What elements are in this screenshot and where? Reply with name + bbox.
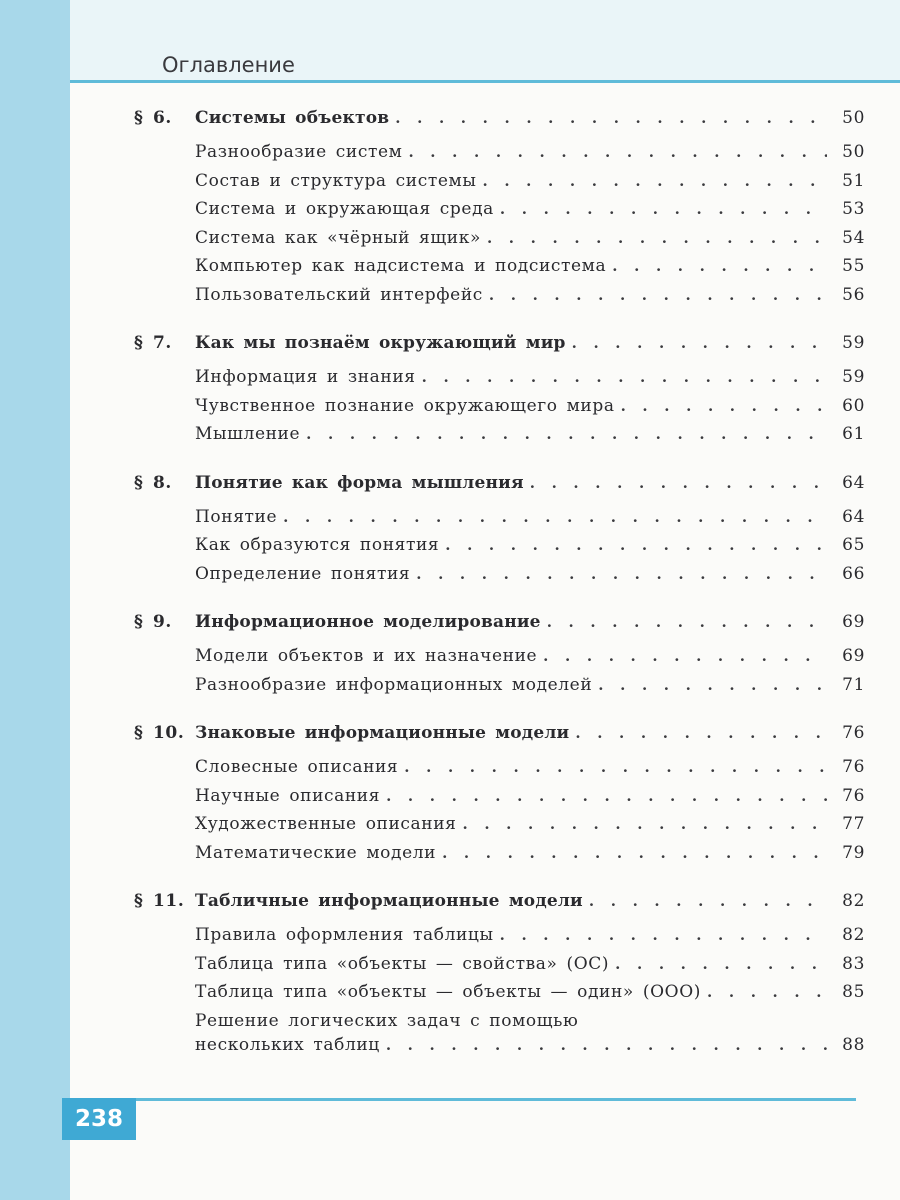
toc-entry[interactable]	[130, 228, 865, 257]
dot-leader	[386, 1036, 827, 1054]
toc-section	[130, 723, 865, 871]
section-number: § 6.	[134, 108, 172, 128]
section-title: Системы объектов	[195, 108, 390, 128]
dot-leader	[422, 368, 827, 386]
page-ref: 85	[842, 982, 865, 1002]
toc-section	[130, 612, 865, 703]
page-ref: 83	[842, 953, 865, 974]
page-ref: 71	[842, 674, 865, 695]
entry-title: Мышление	[195, 424, 301, 444]
page-ref: 82	[842, 925, 865, 945]
toc-entry[interactable]	[130, 757, 865, 786]
toc-entry[interactable]	[130, 646, 865, 675]
page-ref: 50	[842, 142, 865, 162]
entry-title: Разнообразие информационных моделей	[195, 674, 593, 695]
entry-title: нескольких таблиц	[195, 1034, 380, 1055]
entry-title: Научные описания	[195, 785, 381, 806]
entry-title: Правила оформления таблицы	[195, 925, 494, 945]
toc-entry[interactable]	[130, 814, 865, 843]
dot-leader	[500, 926, 827, 944]
dot-leader	[442, 844, 827, 862]
entry-title: Словесные описания	[195, 757, 399, 777]
dot-leader	[500, 200, 827, 218]
page-ref: 64	[842, 506, 865, 527]
dot-leader	[615, 955, 827, 973]
dot-leader	[445, 536, 827, 554]
entry-title: Модели объектов и их назначение	[195, 646, 538, 666]
toc-entry[interactable]	[130, 199, 865, 228]
dot-leader	[530, 474, 827, 492]
toc-entry[interactable]	[130, 843, 865, 872]
table-of-contents	[130, 108, 865, 1082]
entry-title: Как образуются понятия	[195, 535, 440, 555]
entry-title: Информация и знания	[195, 367, 416, 387]
toc-entry[interactable]	[130, 396, 865, 425]
entry-title: Пользовательский интерфейс	[195, 284, 483, 305]
page-ref: 88	[842, 1034, 865, 1055]
header-rule	[70, 80, 900, 83]
page-ref: 64	[842, 472, 865, 493]
page-ref: 54	[842, 227, 865, 248]
toc-section-heading[interactable]	[130, 108, 865, 142]
dot-leader	[575, 724, 827, 742]
entry-title-line1: Решение логических задач с помощью	[195, 1010, 579, 1031]
toc-section-heading[interactable]	[130, 723, 865, 757]
dot-leader	[487, 229, 827, 247]
entry-title: Компьютер как надсистема и подсистема	[195, 256, 607, 276]
toc-section	[130, 333, 865, 453]
entry-title: Чувственное познание окружающего мира	[195, 395, 615, 416]
dot-leader	[621, 397, 827, 415]
dot-leader	[589, 892, 827, 910]
section-title: Информационное моделирование	[195, 612, 541, 632]
section-title: Понятие как форма мышления	[195, 472, 524, 493]
section-number: § 8.	[134, 472, 172, 493]
section-title: Как мы познаём окружающий мир	[195, 333, 566, 353]
section-title: Табличные информационные модели	[195, 891, 583, 911]
toc-entry[interactable]	[130, 256, 865, 285]
dot-leader	[543, 647, 827, 665]
page-ref: 69	[842, 646, 865, 666]
left-color-band	[0, 0, 70, 1200]
entry-title: Понятие	[195, 506, 278, 527]
page-ref: 69	[842, 612, 865, 632]
page-ref: 65	[842, 535, 865, 555]
page-number: 238	[74, 1106, 123, 1132]
toc-entry[interactable]	[130, 982, 865, 1011]
toc-section-heading[interactable]	[130, 891, 865, 925]
dot-leader	[416, 565, 827, 583]
dot-leader	[408, 143, 827, 161]
toc-entry[interactable]	[130, 424, 865, 453]
page-ref: 76	[842, 785, 865, 806]
dot-leader	[482, 172, 827, 190]
toc-entry[interactable]	[130, 564, 865, 593]
toc-entry[interactable]	[130, 507, 865, 536]
toc-section-heading[interactable]	[130, 473, 865, 507]
page-ref: 61	[842, 424, 865, 444]
entry-title: Состав и структура системы	[195, 170, 477, 191]
entry-title: Таблица типа «объекты — свойства» (ОС)	[195, 953, 610, 974]
entry-title: Разнообразие систем	[195, 142, 403, 162]
page-ref: 82	[842, 891, 865, 911]
page-ref: 56	[842, 284, 865, 305]
entry-title: Определение понятия	[195, 563, 411, 584]
page-title: Оглавление	[162, 53, 295, 77]
page-ref: 66	[842, 563, 865, 584]
dot-leader	[395, 109, 827, 127]
toc-section-heading[interactable]	[130, 333, 865, 367]
page-ref: 60	[842, 395, 865, 416]
page-ref: 76	[842, 757, 865, 777]
page-ref: 51	[842, 170, 865, 191]
entry-title: Система как «чёрный ящик»	[195, 227, 481, 248]
entry-title: Художественные описания	[195, 814, 457, 834]
toc-entry[interactable]	[130, 786, 865, 815]
toc-entry[interactable]	[130, 285, 865, 314]
dot-leader	[306, 425, 827, 443]
toc-entry[interactable]	[130, 367, 865, 396]
entry-title: Математические модели	[195, 842, 437, 863]
page-ref: 50	[842, 108, 865, 128]
dot-leader	[612, 257, 827, 275]
section-title: Знаковые информационные модели	[195, 723, 570, 743]
toc-entry[interactable]	[130, 1035, 865, 1062]
toc-entry[interactable]	[130, 171, 865, 200]
section-number: § 7.	[134, 333, 172, 353]
toc-entry-line1[interactable]	[130, 1011, 865, 1035]
toc-section	[130, 108, 865, 313]
footer-rule	[136, 1098, 856, 1101]
dot-leader	[404, 758, 827, 776]
section-number: § 11.	[134, 891, 185, 911]
dot-leader	[386, 787, 827, 805]
page-ref: 55	[842, 256, 865, 276]
page-ref: 59	[842, 333, 865, 353]
toc-section-heading[interactable]	[130, 612, 865, 646]
toc-entry[interactable]	[130, 675, 865, 704]
page-ref: 76	[842, 723, 865, 743]
section-number: § 9.	[134, 612, 172, 632]
page-ref: 77	[842, 814, 865, 834]
dot-leader	[489, 286, 827, 304]
toc-section	[130, 473, 865, 593]
toc-entry[interactable]	[130, 925, 865, 954]
dot-leader	[707, 983, 827, 1001]
entry-title: Система и окружающая среда	[195, 199, 494, 219]
toc-entry[interactable]	[130, 535, 865, 564]
page-ref: 53	[842, 199, 865, 219]
dot-leader	[572, 334, 827, 352]
page-ref: 79	[842, 842, 865, 863]
page-number-badge	[62, 1098, 136, 1140]
toc-entry[interactable]	[130, 954, 865, 983]
dot-leader	[462, 815, 827, 833]
page-ref: 59	[842, 367, 865, 387]
dot-leader	[547, 613, 827, 631]
toc-entry[interactable]	[130, 142, 865, 171]
dot-leader	[283, 508, 827, 526]
dot-leader	[598, 676, 827, 694]
toc-section	[130, 891, 865, 1062]
entry-title: Таблица типа «объекты — объекты — один» (ООО)	[195, 982, 701, 1002]
section-number: § 10.	[134, 723, 185, 743]
